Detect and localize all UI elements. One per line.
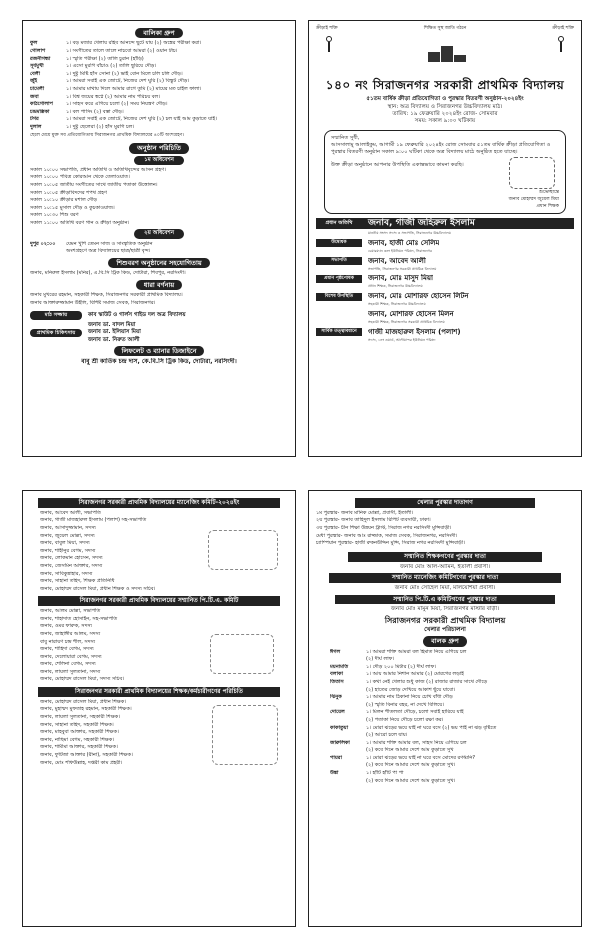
panel-committees (22, 490, 296, 927)
boys-group-item (330, 709, 574, 717)
staff-member: জনাব, মাহবুবা আক্তার, সহকারী শিক্ষক। (40, 729, 119, 736)
date-text: তারিখ: ১৯ ফেব্রুয়ারি ২০২৪ইং রোজ- সোমবার (392, 110, 498, 117)
commentary-1: জনাব মুখরের রহমান, সহকারী শিক্ষক, সিরাজনগর সরকারী প্রাথমিক বিদ্যালয়। (30, 292, 183, 299)
pta-member: জনাব, শাহাদাত হোসাইন, সহ-সভাপতি (40, 615, 118, 622)
helpers-text: জনাব, মনিরুল ইসলাম (মনির), এ.বি.সি ট্রিক কিড, দোটারা, শিবপুর, নরসিংদী। (30, 270, 186, 277)
guest-row (316, 274, 574, 283)
session1-item: সকাল ১০:০০ সভাপতি, প্রধান অতিথি ও অতিথিবৃন্দের আসন গ্রহণ। (30, 166, 166, 173)
item-key: জুঁই (30, 78, 38, 85)
skipping-child-illustration (552, 36, 570, 60)
item-key: চামেলী (30, 86, 45, 92)
panel-girls-program (22, 20, 296, 457)
smc-member: জনাব, বাবুল মিয়া, সদস্য (40, 540, 90, 547)
medical-label: প্রাথমিক চিকিৎসায় (30, 329, 82, 338)
boys-group-item (330, 740, 574, 748)
event-title: ৫১তম বার্ষিক ক্রীড়া প্রতিযোগিতা ও পুরস্কার বিতরণী অনুষ্ঠান-২০২৪ইং (366, 96, 524, 103)
decor-row (30, 311, 288, 320)
staff-section (30, 699, 288, 767)
boys-group-item (330, 770, 574, 778)
smc-member: জনাব, সাহানা তহিদ, শিক্ষক প্রতিনিধি (40, 578, 115, 585)
boys-group-item (330, 717, 574, 725)
chief-guest-role: প্রধান অতিথি (325, 220, 353, 227)
boys-group-item (330, 694, 574, 702)
item-value: ১। মোরা ঝড়ের ভয়ে যাই না ঘরে বসে (২) ভয় পাই না ঝড় বৃষ্টিতে (366, 724, 497, 731)
item-value: ১। দুষ্টু ছেলেরা (২) হাঁস মুরগি চল। (66, 123, 135, 130)
item-value: ১। মোরা ঝড়ের ভয়ে যাই না ঘরে বসে মোদের রণধ্বনি? (366, 754, 475, 761)
venue-text: স্থান: অত্র বিদ্যালয় ও সিরাজনগর উচ্চবিদ্যালয় মাঠ। (387, 103, 503, 110)
guest-name: জনাব, আবেদ আলী (368, 256, 426, 265)
chief-guest-bar (316, 218, 574, 230)
sign-title: প্রধান শিক্ষক (536, 203, 559, 209)
smc-member: জনাব, সাবিকুন্নাহার, সদস্য (40, 570, 93, 577)
item-value: ১। আমার নাম ঠিকানা নিয়ে চোখ বাঁধা দৌড় (366, 694, 453, 701)
school-heading: সিরাজনগর সরকারী প্রাথমিক বিদ্যালয় (384, 615, 506, 625)
item-value: ১। বড় মজার খেলায় রহিব আনন্দে ছুটে যায় (২) অঙ্কের পরীক্ষা করা। (66, 40, 202, 47)
staff-member: জনাব, মুহাম্মদ মুফতাহ রহমান, সহকারী শিক্ষক। (40, 706, 132, 713)
pta-member: বাবু নারায়ণ চন্দ্র শীল, সদস্য (40, 638, 96, 645)
medical-list (88, 322, 141, 343)
item-key: তিতাস (330, 678, 344, 685)
smc-member: জনাব, মোহাম্মদ রাসেল মিয়া, প্রধান শিক্ষক ও সদস্য সচিব। (40, 585, 156, 592)
session1-item: সকাল ১০:১৫ মুসাল দৌড় ও কুচকাওয়াজ। (30, 204, 115, 211)
chief-guest-name: জনাব, গাজী জহিরুল ইসলাম (368, 217, 475, 228)
pta-member: জনাব, ওমর ফারুক, সদস্য (40, 623, 92, 630)
staff-member: জনাব, সাহানা তহিদ, সহকারী শিক্ষক। (40, 721, 114, 728)
girls-group-item (30, 101, 288, 109)
pta-member: জনাব, শাহিদা বেগম, সদস্য (40, 646, 94, 653)
boys-group-item (330, 656, 574, 664)
sound-text: বাবু শ্রী কার্তিক চন্দ্র দাস, কে.বি.সি ট্রিক কিড, দোটারা, নরসিংদী। (81, 358, 237, 366)
boys-group-item (330, 702, 574, 710)
teacher-prize-title: সম্মানিত শিক্ষকগণের পুরস্কার দাতা (348, 552, 542, 562)
medical-1: জনাব ডা. বাদল মিয়া (88, 322, 136, 329)
pta-title: সিরাজনগর সরকারী প্রাথমিক বিদ্যালয়ের সম্মানিত পি.টি.এ. কমিটি (38, 596, 281, 606)
prize-item: মেধা পুরস্কার- জনাব আঃ রাজ্জাক, সমাজ সেবক, সিরাজনগর, নরসিংদী। (316, 532, 458, 539)
guest-role (316, 313, 362, 315)
pta-member: জনাব, মোহাম্মদ রাসেল মিয়া, সদস্য সচিব। (40, 676, 125, 683)
guest-row (316, 310, 574, 319)
smc-member: জনাব, আসাদুজ্জামান, সদস্য (40, 524, 96, 531)
item-value: ১। কথা নেই খেলার শুধু কাজ (২) রাজার রাজার সাথে দৌড়ে (366, 678, 488, 685)
prize-item: ৩য় পুরস্কার- চীন শিক্ষা উন্নয়ন ট্রাস্ট, সিরাজ নগর নরসিংদী মুন্সিবাড়ী। (316, 524, 452, 531)
guest-list (316, 239, 574, 343)
flowers-illustration (509, 157, 555, 189)
item-value: (২) দীর্ঘ লাফ। (366, 656, 395, 663)
medical-3: জনাব ডা. নিরুত আলী (88, 336, 140, 343)
pta-prize-text: জনাব মোঃ মামুন মিয়া, সিরাজনগর মাস্টার বাড়ী। (390, 606, 500, 613)
invite-body: আসসালামু আলাইকুম, আগামী ১৯ ফেব্রুয়ারি ২০২৪ইং রোজ সোমবার ৫১তম বার্ষিক ক্রীড়া প্রতিযোগিতা ও পুরস্কার বিতরণী অনুষ্ঠান সকাল ৯:০০ ঘটিকা থেকে অত্র বিদ্যালয় মাঠে অনুষ্ঠিত হতে যাচ্ছে। (331, 141, 551, 155)
item-value: ১। আমরা সবাই এক জোটে, নিজের দেশ ঘুরি (২) চল যাই আম কুড়াতে যাই। (66, 116, 217, 123)
guest-role: বিশেষ উপস্থিতি (316, 293, 362, 301)
guest-role: উদ্বোধক (316, 239, 362, 247)
header-illustration (316, 32, 574, 72)
session1-item: সকাল ১০:১০ ক্রীড়ার মশাল দৌড় (30, 197, 97, 204)
item-key: রজনীগন্ধা (30, 55, 51, 62)
item-key: কাকাতুয়া (330, 724, 349, 731)
staff-member: জনাব, মোঃ শফিউল্লাহ, দপ্তরী কাম প্রহরী। (40, 759, 123, 766)
top-right-slogan: ক্রীড়াই শক্তি (552, 26, 574, 31)
boys-group-item (330, 747, 574, 755)
smc-section (30, 510, 288, 594)
item-key: উঙ্কা (330, 770, 339, 777)
item-key: দোয়েল (330, 709, 345, 716)
boys-group-item (330, 755, 574, 763)
item-key: সূর্যমুখী (30, 63, 44, 70)
pta-member: জনাব, শেলিনা বেগম, সদস্য (40, 661, 96, 668)
item-value: ১। আমার মাথায় দিলে আমার রাগে তুমি (২) মায়ের মত চাইল ফালা। (66, 86, 202, 92)
item-value: ১। আমরা শক্তি আমরা বল হিমাত নিয়ে এগিয়ে চল (366, 648, 467, 655)
item-value: ১। এসো মুরগি বাঁচাও (২) তালি ছুরিয়ে দৌড়। (66, 63, 157, 70)
boys-group-item (330, 649, 574, 657)
chief-guest-desig: মাননীয় সংসদ সদস্য ও সভাপতি, সিরাজনগর উচ্চবিদ্যালয় (368, 231, 451, 236)
staff-member: জনাব, ফুটিজা আক্তার (রীনা), সহকারী শিক্ষক। (40, 752, 133, 759)
pta-section (30, 608, 288, 684)
pta-member: জনাব, দেলোয়ারা বেগম, সদস্য (40, 653, 102, 660)
guest-name: জনাব, হাজী মোঃ সেলিম (368, 238, 440, 247)
pta-member: জনাব, আলম মোল্লা, সভাপতি (40, 608, 101, 615)
boys-group-item (330, 778, 574, 786)
session1-item: সকাল ১১:০০ অতিথি বরণ গান ও ক্রীড়া অনুষ্ঠান। (30, 219, 130, 226)
item-value: ১। সাহস করে এগিয়ে চলো (২) সময় নিয়ন্ত্রণ দৌড়। (66, 101, 168, 108)
boys-group-item (330, 687, 574, 695)
commentary-2: জনাব আক্তারুজ্জামান উইলি, বিশিষ্ট সমাজ সেবক, সিরাজনগর। (30, 299, 156, 306)
item-key: বেলী (30, 70, 40, 77)
girls-group-item (30, 124, 288, 132)
guest-desig: সহকারী শিক্ষক, সিরাজনগর উচ্চবিদ্যালয় (368, 302, 426, 307)
helpers-title: শিশুবরণ অনুষ্ঠানের সহযোগিতায় (108, 258, 209, 268)
staff-title: সিরাজনগর সরকারী প্রাথমিক বিদ্যালয়ের শিক্ষক/কর্মচারীগণের পরিচিতি (38, 687, 281, 697)
boys-group-title: বালক গ্রুপ (423, 636, 467, 646)
session2-time: দুপুর ০২:০০ (30, 240, 56, 247)
guest-name: জনাব, মোঃ মোশারফ হোসেন লিটন (368, 292, 469, 301)
boys-group-item (330, 732, 574, 740)
pta-member: জনাব, লায়লা সুলতানা, সদস্য (40, 668, 101, 675)
smc-member: জনাব, গাজী মাজহারুল ইসলাম (পলাশ) সহ-সভাপতি (40, 517, 147, 524)
girls-group-item (30, 109, 288, 117)
boys-group-item (330, 671, 574, 679)
item-key: ঝিনুক (330, 694, 342, 701)
smc-member: জনাব, আবেদ আলী, সভাপতি (40, 509, 101, 516)
sign-name: জনাব মোহাম্মদ জুয়েল মিয়া (508, 196, 559, 202)
item-value: ১। আমার শক্তি আমার বল, সাহস নিয়ে এগিয়ে চল (366, 739, 467, 746)
girls-group-item (30, 86, 288, 94)
tug-of-war-illustration (208, 530, 278, 570)
pta-member: জনাব, জাহাঙ্গীর আলম, সদস্য (40, 630, 101, 637)
smc-member: জনাব, জুয়েল মোল্লা, সদস্য (40, 532, 95, 539)
item-value: (২) আরো চলে যায়। (366, 732, 408, 739)
smc-member: জনাব, লোকমান হোসেন, সদস্য (40, 555, 103, 562)
girls-group-item (30, 40, 288, 48)
session2-text: যেমন খুশি তেমন সাজ ও সাংস্কৃতিক অনুষ্ঠান (66, 240, 153, 247)
girls-group-list (30, 40, 288, 131)
session1-item: সকাল ১০:০৫ ক্রীড়াবিদদের শপথ গ্রহণ (30, 189, 107, 196)
session1-item: সকাল ১০:০০ পবিত্র কোরআন থেকে তেলাওয়াত। (30, 174, 130, 181)
invite-close: উক্ত ক্রীড়া অনুষ্ঠানে আপনার উপস্থিতি একান্তভাবে কামনা করছি। (331, 161, 464, 168)
item-key: বলাকা (330, 671, 343, 678)
girls-note: ছেলে মেয়ে মুক্ত সব প্রতিযোগিতায় সিরাজনগর প্রাথমিক বিদ্যালয়ের ৪০টি অংশগ্রহণ। (30, 132, 185, 138)
item-value: (২) হাতের জোড় দেখিয়ে আকাশ ছুঁয়ে যাবো। (366, 686, 456, 693)
guest-desig: সদস্য, ১নং ওয়ার্ড, আলীয়ান্দর ইউনিয়ন পরিষদ (368, 337, 436, 342)
school-title: ১৪০ নং সিরাজনগর সরকারী প্রাথমিক বিদ্যালয় (325, 77, 565, 92)
item-value: (২) কবে দিনে আমার দেশে আম কুড়াতে সুখ। (366, 762, 456, 769)
sub-heading: খেলার পরিচালনা (424, 626, 466, 634)
guest-desig: সহকারী শিক্ষক, সিরাজনগর সরকারী প্রাথমিক বিদ্যালয় (368, 320, 445, 325)
boys-group-item (330, 664, 574, 672)
item-value: (২) স্মৃতি বিনার বহর, না দেখে বিলিয়ে। (366, 701, 445, 708)
medical-row (30, 322, 288, 343)
girls-group-item (30, 63, 288, 71)
girls-group-title: বালিকা গ্রুপ (135, 28, 182, 38)
item-key: জবা (30, 93, 39, 100)
session1-list (30, 167, 288, 228)
item-key: ঈগল (330, 648, 341, 655)
item-key: কাঠগোলাপ (30, 101, 53, 108)
smc-title: সিরাজনগর সরকারী প্রাথমিক বিদ্যালয়ের ম্যানেজিং কমিটি-২০২৪ইং (38, 498, 281, 508)
item-value: ১। আয় আমার নিশান আমার (২) মোরগের লড়াই (366, 671, 464, 678)
guest-desig: সভাপতি, সিরাজনগর সরকারী প্রাথমিক বিদ্যালয় (368, 266, 437, 271)
signature-block (509, 189, 559, 210)
item-value: ১। সংগীতের তালে তালে নাচবো আমরা (২) ওয়ান টাচ। (66, 48, 178, 55)
prize-item: ১ম পুরস্কার- জনাব মানিক মোল্লা, প্রবাসী, ইতালী। (316, 509, 414, 516)
item-key: দুলাল (30, 123, 42, 130)
girls-group-item (30, 116, 288, 124)
staff-member: জনাব, লায়লা সুলতানা, সহকারী শিক্ষক। (40, 714, 120, 721)
smc-member: জনাব, শাহীনুর বেগম, সদস্য (40, 547, 96, 554)
item-value: ১। বল পাসিং (২) বস্তা দৌড়। (66, 108, 124, 115)
item-key: গোলাপ (30, 48, 46, 55)
prize-item: ২য় পুরস্কার- জনাব তাহিদুল ইসলাম রিপিট ব্যবসায়ী, ঢাকা। (316, 517, 431, 524)
item-value: (২) কবে দিনে আমার দেশে আম কুড়াতে সুখ। (366, 777, 456, 784)
boys-group-list (316, 649, 574, 786)
guest-role: সার্বিক তত্ত্বাবধানে (316, 328, 362, 336)
top-center-slogan: শিক্ষিত সুস্থ জাতি গঠনে (423, 26, 467, 31)
item-value: ১। স্মৃতি পরীক্ষা (২) তালি চুরান (হাঁড়ি) (66, 55, 144, 62)
jumping-child-illustration (320, 36, 338, 60)
sound-title: লিফলেট ও ব্যানার ডিজাইনে (114, 346, 205, 356)
staff-member: জনাব, শামীমা আক্তার, সহকারী শিক্ষক। (40, 744, 118, 751)
invitation-box (324, 130, 566, 214)
item-value: ১। বিশ্ব জয়ের স্বপ্নে (২) আমার নাম পরিচয় বল। (66, 93, 161, 100)
program-title: অনুষ্ঠান পরিচিতি (129, 143, 189, 153)
item-value: ১। দুষ্টু মিষ্টি হাঁস সোনা (২) ভাই বোন মিলে চলি চলি দৌড়। (66, 70, 183, 77)
item-value: ১। আমরা সবাই এক জোটে, নিজের দেশ ঘুরি (২) বিস্কুট দৌড়। (66, 78, 190, 85)
guest-desig: প্রধান শিক্ষক, সিরাজনগর উচ্চবিদ্যালয় (368, 284, 423, 289)
medical-2: জনাব ডা. ইলিয়াস মিয়া (88, 329, 141, 336)
session2-title: ২য় অধিবেশন (134, 229, 184, 238)
session2-text2: অংশগ্রহণে অত্র বিদ্যালয়ের ছাত্র/ছাত্রী বৃন্দ। (66, 248, 151, 255)
item-value: ১। দৌড় ২০০ মিটার (২) দীর্ঘ লাফ। (366, 663, 437, 670)
skipping-girls-illustration (210, 634, 274, 674)
sign-label: শুভেচ্ছান্তে (539, 189, 559, 195)
decor-text: কাব স্কাউট ও গার্লস গাইড দল অত্র বিদ্যালয় (88, 312, 186, 319)
decor-label: মাঠ সজ্জায় (30, 311, 82, 320)
item-key: চন্দ্রমল্লিকা (30, 108, 50, 115)
girls-group-item (30, 94, 288, 102)
prize-title: খেলার পুরস্কার দাতাগণ (355, 498, 536, 508)
guest-role: প্রধান পৃষ্ঠপোষক (316, 275, 362, 283)
girls-group-item (30, 48, 288, 56)
item-value: ১। মিলন শীতলতা দৌড়ে, চলো সবাই হারিয়ে যাই (366, 709, 464, 716)
girls-group-item (30, 78, 288, 86)
item-value: ১। হাঁটি হাঁটি পা পা (366, 770, 404, 777)
teacher-prize-text: জনাব মোঃ আল-আমিন, ইতালী প্রবাসী। (400, 563, 490, 570)
boys-group-item (330, 679, 574, 687)
item-key: জারুলিকা (330, 739, 350, 746)
item-key: ফুল (30, 40, 38, 47)
prize-item: চ্যাম্পিয়ান পুরস্কার- হাজী রুকনউদ্দিন মুন্সি, সিরাজ নগর নরসিংদী মুন্সিবাড়ী। (316, 540, 465, 547)
smc-member: জনাব, জেসমিন আক্তার, সদস্য (40, 562, 103, 569)
guest-row (316, 292, 574, 301)
item-key: ময়নামতি (330, 663, 349, 670)
prize-list (316, 510, 574, 548)
boys-group-item (330, 725, 574, 733)
guest-role: সভাপতি (316, 257, 362, 265)
session2-line (30, 241, 288, 249)
session1-item: সকাল ১০:০৫ জাতীয় সংগীতের সাথে জাতীয় পতাকা উত্তোলন। (30, 181, 158, 188)
item-value: (২) কবে দিনে আমার দেশে আম কুড়াতে সুখ (366, 747, 454, 754)
smc-prize-title: সম্মানিত ম্যানেজিং কমিটিগণের পুরস্কার দাতা (329, 573, 561, 583)
invite-greeting: সম্মানিত সুধী, (331, 134, 360, 141)
commentary-title: ধারা বর্ণনায় (136, 280, 182, 290)
guest-row (316, 257, 574, 266)
smc-prize-text: জনাব মোঃ সোহেল মিয়া, মালয়েশিয়া প্রবাসী। (394, 584, 496, 591)
guest-name: জনাব, মোশারফ হোসেন মিলন (368, 309, 454, 318)
session1-item: সকাল ১০:৩০ শিশু বরণ (30, 212, 79, 219)
girls-group-item (30, 71, 288, 79)
session1-title: ১ম অধিবেশন (134, 156, 184, 165)
panel-prizes (308, 490, 582, 927)
boys-group-item (330, 762, 574, 770)
pta-prize-title: সম্মানিত পি.টি.এ কমিটিগণের পুরস্কার দাতা (335, 595, 554, 605)
item-key: টগর (30, 116, 39, 123)
guest-row (316, 239, 574, 248)
girls-group-item (30, 56, 288, 64)
podium-illustration (428, 38, 468, 62)
staff-member: জনাব, মোহাম্মদ রাসেল মিয়া, প্রধান শিক্ষক। (40, 698, 127, 705)
item-key: পায়রা (330, 754, 342, 761)
top-left-slogan: ক্রীড়াই শক্তি (316, 26, 338, 31)
time-text: সময়: সকাল ৯:০০ ঘটিকায় (414, 118, 476, 125)
item-value: (২) পতাকা নিয়ে দৌড়ে চলো রক্ষা কর। (366, 716, 444, 723)
guest-row (316, 328, 574, 337)
panel-invitation (308, 20, 582, 457)
teacher-children-illustration (212, 705, 278, 765)
guest-name: জনাব, মোঃ মাসুদ মিয়া (368, 274, 434, 283)
guest-name: গাজী মাজহারুল ইসলাম (পলাশ) (368, 327, 461, 336)
guest-desig: চেয়ারম্যান ৩নং ইউনিয়ন পরিষদ, সিরাজনগর (368, 248, 433, 253)
staff-member: জনাব, নাছিমা বেগম, সহকারী শিক্ষক। (40, 736, 114, 743)
